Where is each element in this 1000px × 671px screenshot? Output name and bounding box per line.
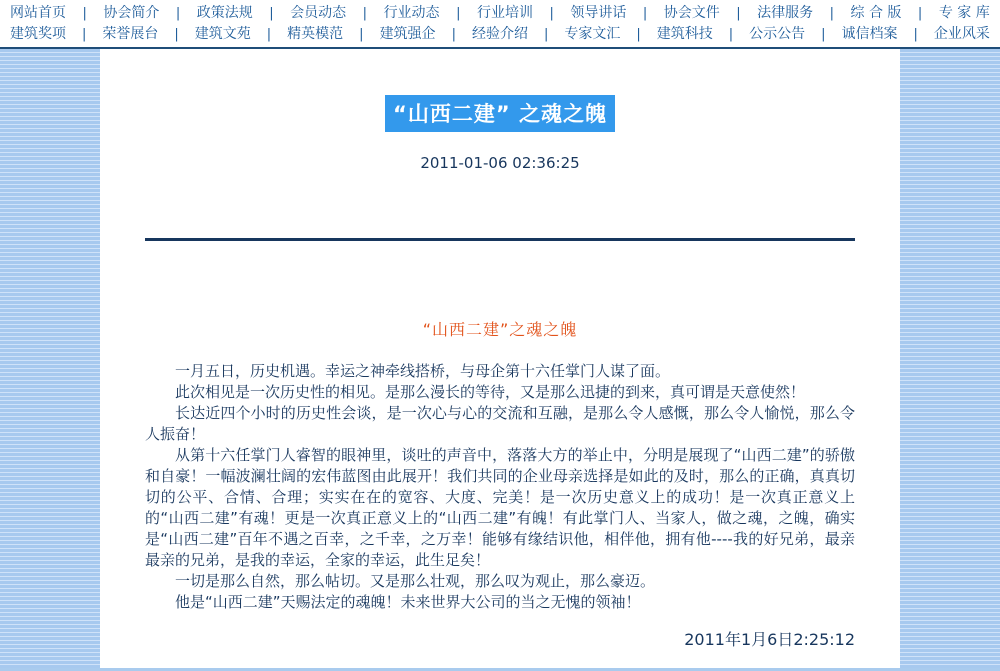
nav-link[interactable]: 经验介绍 — [471, 26, 528, 42]
nav-link[interactable]: 专 家 库 — [938, 5, 990, 21]
article-title-wrap — [145, 91, 855, 132]
nav-separator: | — [642, 6, 648, 21]
content-area — [100, 49, 900, 668]
nav-separator: | — [362, 6, 368, 21]
top-nav — [0, 0, 1000, 49]
nav-separator: | — [82, 27, 87, 42]
nav-separator: | — [175, 6, 181, 21]
page-background — [0, 49, 1000, 668]
nav-separator: | — [174, 27, 179, 42]
nav-link[interactable]: 精英模范 — [287, 26, 344, 42]
nav-separator: | — [549, 6, 554, 21]
nav-separator: | — [636, 27, 641, 42]
nav-separator: | — [266, 27, 272, 42]
article-subtitle: “山西二建”之魂之魄 — [422, 320, 578, 339]
nav-link[interactable]: 会员动态 — [290, 5, 347, 21]
nav-separator: | — [829, 6, 835, 21]
nav-link[interactable]: 行业培训 — [476, 5, 533, 21]
nav-link[interactable]: 政策法规 — [196, 5, 253, 21]
nav-link[interactable]: 行业动态 — [383, 5, 440, 21]
article-paragraph: 从第十六任掌门人睿智的眼神里，谈吐的声音中，落落大方的举止中，分明是展现了“山西二建”的骄傲和自豪！一幅波澜壮阔的宏伟蓝图由此展开！我们共同的企业母亲选择是如此的及时，那么的正确，真真切切的公平、合情、合理；实实在在的宽容、大度、完美！是一次历史意义上的成功！是一次真正意义上的“山西二建”有魂！更是一次真正意义上的“山西二建”有魄！有此掌门人、当家人，做之魂，之魄，确实是“山西二建”百年不遇之百幸，之千幸，之万幸！能够有缘结识他，相伴他，拥有他----我的好兄弟，最亲最亲的兄弟，是我的幸运，全家的幸运，此生足矣！ — [145, 446, 855, 569]
nav-separator: | — [359, 27, 364, 42]
article-title: “山西二建” 之魂之魄 — [385, 95, 615, 132]
nav-link[interactable]: 协会文件 — [663, 5, 720, 21]
nav-link[interactable]: 建筑奖项 — [10, 26, 66, 42]
nav-separator: | — [913, 27, 918, 42]
article-paragraph: 此次相见是一次历史性的相见。是那么漫长的等待，又是那么迅捷的到来，真可谓是天意使然！ — [175, 383, 806, 401]
nav-separator: | — [456, 6, 461, 21]
article-paragraph: 一月五日，历史机遇。幸运之神牵线搭桥，与母企第十六任掌门人谋了面。 — [175, 362, 671, 380]
article-paragraph: 一切是那么自然，那么帖切。又是那么壮观，那么叹为观止，那么豪迈。 — [175, 572, 656, 590]
nav-link[interactable]: 专家文汇 — [564, 26, 621, 42]
nav-link[interactable]: 协会简介 — [103, 5, 160, 21]
nav-link[interactable]: 法律服务 — [757, 5, 814, 21]
nav-link[interactable]: 公示公告 — [749, 26, 806, 42]
nav-separator: | — [543, 27, 549, 42]
article-paragraph: 他是“山西二建”天赐法定的魂魄！未来世界大公司的当之无愧的领袖！ — [175, 593, 641, 611]
nav-link[interactable]: 诚信档案 — [841, 26, 898, 42]
nav-row-primary — [10, 3, 990, 24]
nav-row-secondary — [10, 24, 990, 45]
article-paragraph: 长达近四个小时的历史性会谈，是一次心与心的交流和互融，是那么令人感慨，那么令人愉悦，那么令人振奋！ — [145, 404, 855, 443]
nav-link[interactable]: 综 合 版 — [850, 5, 902, 21]
footer-timestamp: 2011年1月6日2:25:12 — [684, 630, 855, 649]
divider-rule — [145, 238, 855, 241]
nav-link[interactable]: 建筑科技 — [656, 26, 713, 42]
nav-link[interactable]: 企业风采 — [933, 26, 990, 42]
nav-link[interactable]: 建筑文苑 — [194, 26, 251, 42]
article-body — [145, 361, 855, 613]
nav-separator: | — [728, 27, 734, 42]
nav-link[interactable]: 建筑强企 — [379, 26, 436, 42]
nav-separator: | — [821, 27, 826, 42]
nav-separator: | — [82, 6, 87, 21]
nav-link[interactable]: 领导讲话 — [570, 5, 627, 21]
publish-date: 2011-01-06 02:36:25 — [420, 154, 580, 172]
nav-link[interactable]: 荣誉展台 — [102, 26, 159, 42]
nav-separator: | — [451, 27, 456, 42]
nav-link[interactable]: 网站首页 — [10, 5, 66, 21]
nav-separator: | — [917, 6, 923, 21]
nav-separator: | — [736, 6, 741, 21]
nav-separator: | — [269, 6, 274, 21]
